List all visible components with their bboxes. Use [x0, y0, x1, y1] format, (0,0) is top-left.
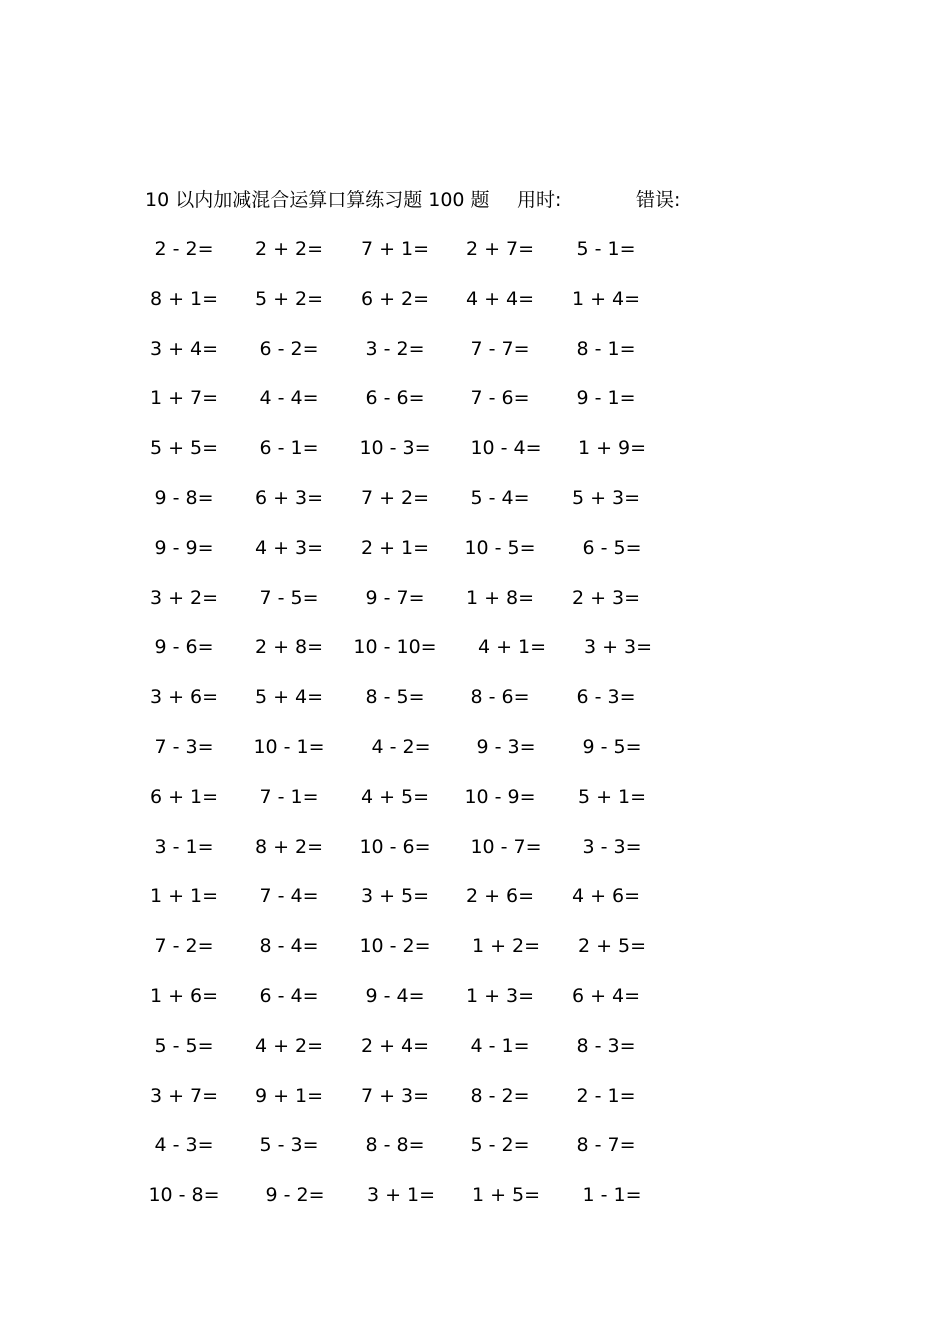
problem-item: 6 - 5=: [582, 537, 642, 559]
problem-item: 8 - 2=: [470, 1085, 530, 1107]
problem-item: 1 + 9=: [577, 437, 647, 459]
problem-item: 9 - 7=: [365, 587, 425, 609]
problem-item: 3 - 3=: [582, 836, 642, 858]
problem-item: 2 + 6=: [465, 885, 535, 907]
problem-row: [0, 682, 950, 712]
problem-item: 7 - 6=: [470, 387, 530, 409]
problem-item: 5 - 4=: [470, 487, 530, 509]
problem-row: [0, 881, 950, 911]
problem-item: 2 + 3=: [571, 587, 641, 609]
problem-item: 7 - 7=: [470, 338, 530, 360]
problem-item: 7 - 5=: [259, 587, 319, 609]
problem-item: 5 - 3=: [259, 1134, 319, 1156]
problem-item: 8 - 1=: [576, 338, 636, 360]
problem-item: 6 - 6=: [365, 387, 425, 409]
problem-item: 7 - 3=: [154, 736, 214, 758]
problem-item: 4 - 1=: [470, 1035, 530, 1057]
problem-item: 7 - 4=: [259, 885, 319, 907]
problem-item: 6 + 3=: [254, 487, 324, 509]
problem-item: 9 - 2=: [265, 1184, 325, 1206]
problem-row: [0, 383, 950, 413]
problem-item: 1 + 4=: [571, 288, 641, 310]
problem-item: 3 + 5=: [360, 885, 430, 907]
problem-item: 10 - 2=: [359, 935, 431, 957]
problem-row: [0, 533, 950, 563]
problem-item: 6 - 3=: [576, 686, 636, 708]
problem-item: 4 - 2=: [371, 736, 431, 758]
problem-item: 2 + 4=: [360, 1035, 430, 1057]
problem-item: 6 + 1=: [149, 786, 219, 808]
problem-item: 6 + 2=: [360, 288, 430, 310]
problem-row: [0, 433, 950, 463]
problem-item: 3 + 1=: [366, 1184, 436, 1206]
problem-item: 9 - 8=: [154, 487, 214, 509]
problem-row: [0, 234, 950, 264]
problem-row: [0, 1130, 950, 1160]
problem-item: 3 + 4=: [149, 338, 219, 360]
problem-item: 1 + 5=: [471, 1184, 541, 1206]
worksheet-title: 10 以内加减混合运算口算练习题 100 题: [145, 189, 490, 211]
problem-item: 10 - 7=: [470, 836, 542, 858]
problem-item: 2 + 8=: [254, 636, 324, 658]
problem-item: 7 + 2=: [360, 487, 430, 509]
problem-item: 6 + 4=: [571, 985, 641, 1007]
problem-item: 9 - 9=: [154, 537, 214, 559]
problem-item: 3 + 3=: [583, 636, 653, 658]
problem-item: 6 - 1=: [259, 437, 319, 459]
problem-item: 9 - 3=: [476, 736, 536, 758]
problem-item: 4 + 6=: [571, 885, 641, 907]
problem-item: 8 - 7=: [576, 1134, 636, 1156]
problem-row: [0, 782, 950, 812]
problem-row: [0, 1031, 950, 1061]
problem-item: 3 + 2=: [149, 587, 219, 609]
problem-item: 3 - 2=: [365, 338, 425, 360]
problem-item: 1 + 1=: [149, 885, 219, 907]
problem-item: 5 + 5=: [149, 437, 219, 459]
problem-item: 5 + 3=: [571, 487, 641, 509]
problem-item: 7 + 1=: [360, 238, 430, 260]
problem-row: [0, 1081, 950, 1111]
problem-item: 7 - 1=: [259, 786, 319, 808]
problem-row: [0, 1180, 950, 1210]
problem-item: 4 + 2=: [254, 1035, 324, 1057]
problem-item: 10 - 3=: [359, 437, 431, 459]
problem-item: 10 - 5=: [464, 537, 536, 559]
problem-item: 10 - 4=: [470, 437, 542, 459]
problem-item: 5 + 1=: [577, 786, 647, 808]
problem-row: [0, 284, 950, 314]
problem-item: 3 - 1=: [154, 836, 214, 858]
problem-item: 2 + 5=: [577, 935, 647, 957]
problem-item: 1 - 1=: [582, 1184, 642, 1206]
problem-item: 4 + 3=: [254, 537, 324, 559]
problem-row: [0, 981, 950, 1011]
problem-item: 8 - 3=: [576, 1035, 636, 1057]
problem-row: [0, 632, 950, 662]
problem-item: 8 - 8=: [365, 1134, 425, 1156]
problem-item: 5 + 4=: [254, 686, 324, 708]
problem-item: 3 + 6=: [149, 686, 219, 708]
problem-item: 9 - 6=: [154, 636, 214, 658]
problem-item: 7 + 3=: [360, 1085, 430, 1107]
error-count-label: 错误:: [636, 189, 681, 211]
problem-item: 4 + 4=: [465, 288, 535, 310]
problem-row: [0, 583, 950, 613]
problem-item: 1 + 2=: [471, 935, 541, 957]
problem-item: 6 - 4=: [259, 985, 319, 1007]
problem-item: 10 - 6=: [359, 836, 431, 858]
problem-item: 2 - 2=: [154, 238, 214, 260]
problem-item: 10 - 8=: [148, 1184, 220, 1206]
problem-item: 10 - 9=: [464, 786, 536, 808]
problem-row: [0, 832, 950, 862]
time-used-label: 用时:: [517, 189, 562, 211]
problem-item: 2 + 2=: [254, 238, 324, 260]
problem-item: 2 - 1=: [576, 1085, 636, 1107]
problem-item: 7 - 2=: [154, 935, 214, 957]
problem-item: 8 + 2=: [254, 836, 324, 858]
problem-item: 2 + 7=: [465, 238, 535, 260]
problem-row: [0, 483, 950, 513]
problem-item: 1 + 7=: [149, 387, 219, 409]
problem-item: 9 - 5=: [582, 736, 642, 758]
problem-row: [0, 931, 950, 961]
problem-item: 5 - 2=: [470, 1134, 530, 1156]
problem-item: 4 - 3=: [154, 1134, 214, 1156]
problem-item: 3 + 7=: [149, 1085, 219, 1107]
problem-item: 4 + 5=: [360, 786, 430, 808]
problem-item: 9 + 1=: [254, 1085, 324, 1107]
problem-item: 8 - 4=: [259, 935, 319, 957]
problem-item: 9 - 4=: [365, 985, 425, 1007]
problem-item: 5 - 1=: [576, 238, 636, 260]
problem-item: 9 - 1=: [576, 387, 636, 409]
problem-item: 6 - 2=: [259, 338, 319, 360]
problem-row: [0, 334, 950, 364]
problem-item: 5 - 5=: [154, 1035, 214, 1057]
problem-row: [0, 732, 950, 762]
problem-item: 1 + 6=: [149, 985, 219, 1007]
problem-item: 10 - 1=: [253, 736, 325, 758]
problem-item: 10 - 10=: [353, 636, 437, 658]
problem-item: 8 + 1=: [149, 288, 219, 310]
problem-item: 2 + 1=: [360, 537, 430, 559]
problem-item: 4 - 4=: [259, 387, 319, 409]
problem-item: 4 + 1=: [477, 636, 547, 658]
problem-item: 8 - 6=: [470, 686, 530, 708]
problem-item: 1 + 3=: [465, 985, 535, 1007]
problem-item: 5 + 2=: [254, 288, 324, 310]
problem-item: 8 - 5=: [365, 686, 425, 708]
problem-item: 1 + 8=: [465, 587, 535, 609]
